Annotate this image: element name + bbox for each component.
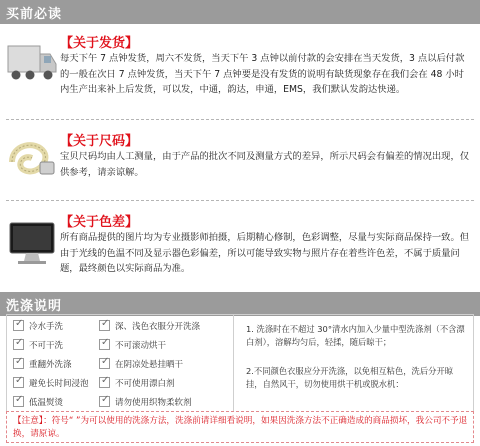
checkbox-icon (13, 377, 24, 388)
wash-notes (233, 315, 473, 419)
page-title: 买前必读 (6, 7, 63, 22)
color-text: 所有商品提供的图片均为专业摄影师拍摄，后期精心修制，色彩调整，尽量与实际商品保持一致。但由于光线的色温不同及显示器色彩偏差，所以可能导致实物与照片存在着些许色差，不属于质量问题，最终颜色以实际商品为准。 (60, 232, 470, 274)
monitor-icon (6, 221, 58, 267)
checkbox-icon (99, 320, 110, 331)
checkbox-icon (13, 396, 24, 407)
wash-item: ✓ 不可干洗 (13, 336, 63, 353)
header-bar (0, 0, 480, 24)
size-text: 宝贝尺码均由人工测量，由于产品的批次不同及测量方式的差异，所示尺码会有偏差的情况出现，仅供参考，请亲谅解。 (60, 151, 470, 178)
checkbox-icon (13, 358, 24, 369)
wash-item: ✓ 请勿使用织物柔软剂 (99, 393, 192, 410)
wash-title: 洗涤说明 (6, 299, 63, 314)
checkbox-icon (99, 377, 110, 388)
shipping-text: 每天下午 7 点钟发货，周六不发货，当天下午 3 点钟以前付款的会安排在当天发货，3 点以后付款的一般在次日 7 点钟发货，当天下午 7 点钟要是没有发货的说明有缺货现象存在我们会在 48 小时内生产出来补上后发货，可以发，中通，韵达，申通，EMS，我们默认发韵达快递。 (60, 53, 465, 95)
wash-item: ✓ 冷水手洗 (13, 317, 63, 334)
truck-icon (6, 36, 58, 86)
wash-item: ✓ 重翻外洗涤 (13, 355, 72, 372)
wash-bar (0, 292, 480, 316)
checkbox-icon (99, 396, 110, 407)
checkbox-icon (13, 339, 24, 350)
wash-item: ✓ 低温熨烫 (13, 393, 63, 410)
tape-measure-icon (6, 132, 58, 182)
wash-instructions (6, 314, 474, 420)
checkbox-icon (99, 339, 110, 350)
notice-text: 【注意】：符号“ ”为可以使用的洗涤方法，洗涤前请详细看说明，如果因洗涤方法不正确造成的商品损坏，我公司不予退换，请原谅。 (13, 416, 468, 439)
notice-box (6, 411, 474, 443)
shipping-heading: 【关于发货】 (60, 36, 139, 51)
checkbox-icon (13, 320, 24, 331)
wash-note-2: 2.不同颜色衣服应分开洗涤，以免相互粘色，洗后分开晾挂，自然风干，切勿使用烘干机或脱水机： (246, 366, 454, 389)
divider (6, 119, 474, 120)
wash-item: ✓ 在阴凉处悬挂晒干 (99, 355, 183, 372)
divider (6, 200, 474, 201)
checkbox-icon (99, 358, 110, 369)
wash-item: ✓ 避免长时间浸泡 (13, 374, 89, 391)
color-heading: 【关于色差】 (60, 215, 139, 230)
size-heading: 【关于尺码】 (60, 134, 139, 149)
wash-item: ✓ 不可使用漂白剂 (99, 374, 175, 391)
wash-item: ✓ 深、浅色衣服分开洗涤 (99, 317, 200, 334)
wash-note-1: 1. 洗涤时在不超过 30°清水内加入少量中型洗涤剂（不含漂白剂），溶解均匀后，轻揉，随后晾干； (246, 324, 465, 347)
wash-item: ✓ 不可滚动烘干 (99, 336, 166, 353)
